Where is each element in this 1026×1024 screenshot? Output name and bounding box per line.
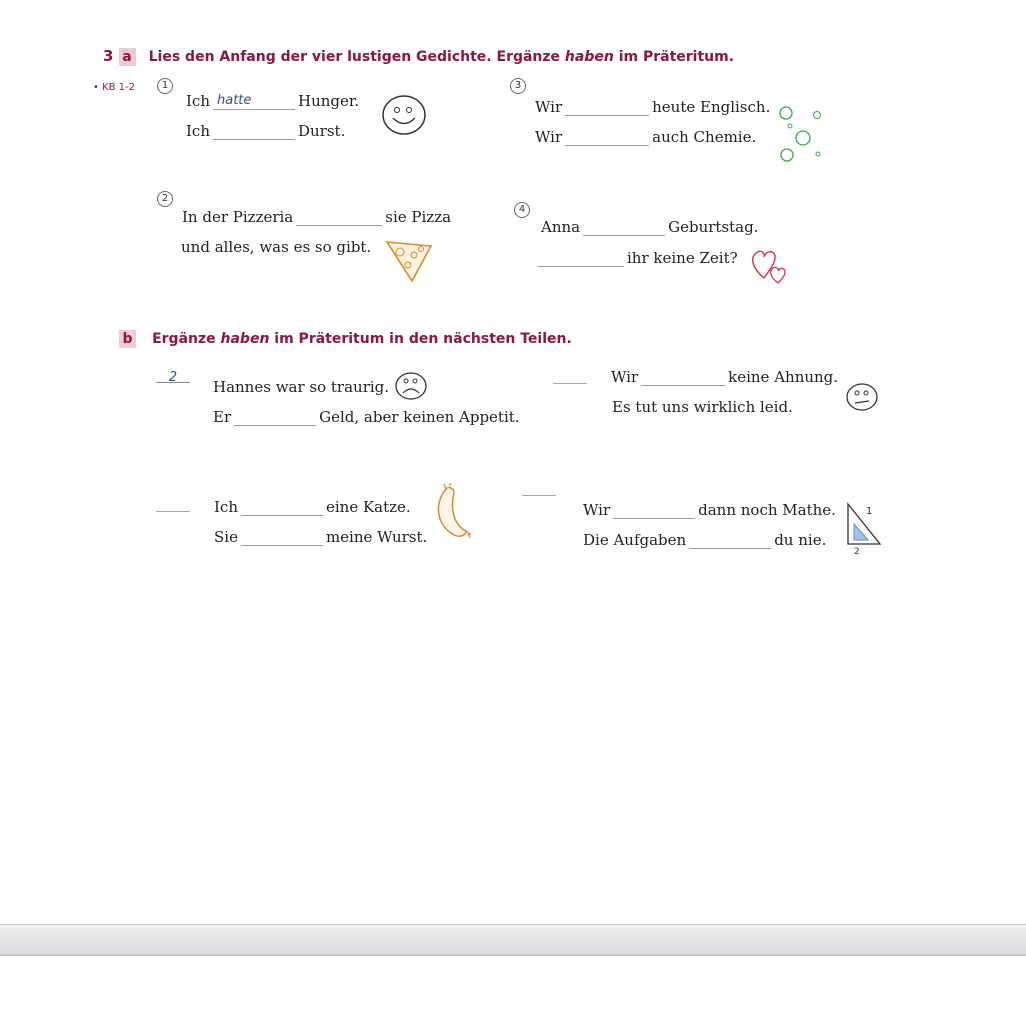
order-input[interactable] (553, 383, 587, 384)
poem4-line1: Anna Geburtstag. (541, 218, 759, 236)
partb4-line1: Wir dann noch Mathe. (583, 501, 836, 519)
poem-number-1: 1 (157, 78, 173, 94)
handwritten-answer: hatte (217, 93, 252, 108)
partb1-line2: Er Geld, aber keinen Appetit. (213, 408, 520, 426)
exercise-header-b (119, 328, 572, 348)
order-input[interactable] (156, 511, 190, 512)
blank-input[interactable] (296, 209, 382, 226)
triangle-ruler-icon (842, 500, 886, 556)
sad-face-icon (393, 370, 429, 402)
blank-input[interactable] (689, 532, 771, 549)
triangle-label-2: 2 (854, 547, 860, 556)
blank-input[interactable] (538, 250, 624, 267)
partb4-line2: Die Aufgaben du nie. (583, 531, 827, 549)
pizza-icon (384, 238, 434, 284)
partb2-line1: Wir keine Ahnung. (611, 368, 839, 386)
exercise-letter-a: a (119, 48, 136, 66)
poem3-line2: Wir auch Chemie. (535, 128, 757, 146)
happy-face-icon (380, 93, 428, 137)
kb-reference: • KB 1-2 (93, 82, 136, 93)
exercise-header-a (103, 46, 734, 66)
blank-input[interactable] (565, 129, 649, 146)
partb3-line1: Ich eine Katze. (214, 498, 411, 516)
partb3-line2: Sie meine Wurst. (214, 528, 428, 546)
sausage-icon (432, 483, 474, 543)
handwritten-order: 2 (168, 370, 178, 385)
order-input[interactable] (156, 366, 190, 383)
blank-input[interactable] (234, 409, 316, 426)
poem-number-3: 3 (510, 78, 526, 94)
poem2-line1: In der Pizzeria sie Pizza (182, 208, 452, 226)
blank-input[interactable] (565, 99, 649, 116)
poem3-line1: Wir heute Englisch. (535, 98, 771, 116)
poem4-line2: ihr keine Zeit? (538, 249, 738, 267)
exercise-number: 3 (103, 47, 114, 65)
poem2-line2: und alles, was es so gibt. (181, 238, 372, 256)
blank-input[interactable] (641, 369, 725, 386)
poem-number-2: 2 (157, 191, 173, 207)
poem1-line1: Ich hatte Hunger. (186, 92, 360, 110)
poem1-line2: Ich Durst. (186, 122, 346, 140)
blank-input[interactable] (213, 123, 295, 140)
hearts-icon (748, 244, 792, 286)
instruction-b: Ergänze haben im Präteritum in den nächsten Teilen. (152, 331, 572, 347)
blank-input[interactable] (213, 93, 295, 110)
viewer-bottom-bar (0, 924, 1026, 956)
triangle-label-1: 1 (866, 506, 873, 517)
blank-input[interactable] (241, 529, 323, 546)
blank-input[interactable] (241, 499, 323, 516)
worried-face-icon (844, 381, 880, 413)
partb2-line2: Es tut uns wirklich leid. (612, 398, 793, 416)
exercise-letter-b: b (119, 330, 136, 348)
blank-input[interactable] (583, 219, 665, 236)
order-input[interactable] (522, 495, 556, 496)
bubbles-icon (776, 102, 830, 166)
instruction-a: Lies den Anfang der vier lustigen Gedichte. Ergänze haben im Präteritum. (148, 49, 735, 65)
poem-number-4: 4 (514, 202, 530, 218)
partb1-line1: Hannes war so traurig. (213, 378, 390, 396)
blank-input[interactable] (613, 502, 695, 519)
